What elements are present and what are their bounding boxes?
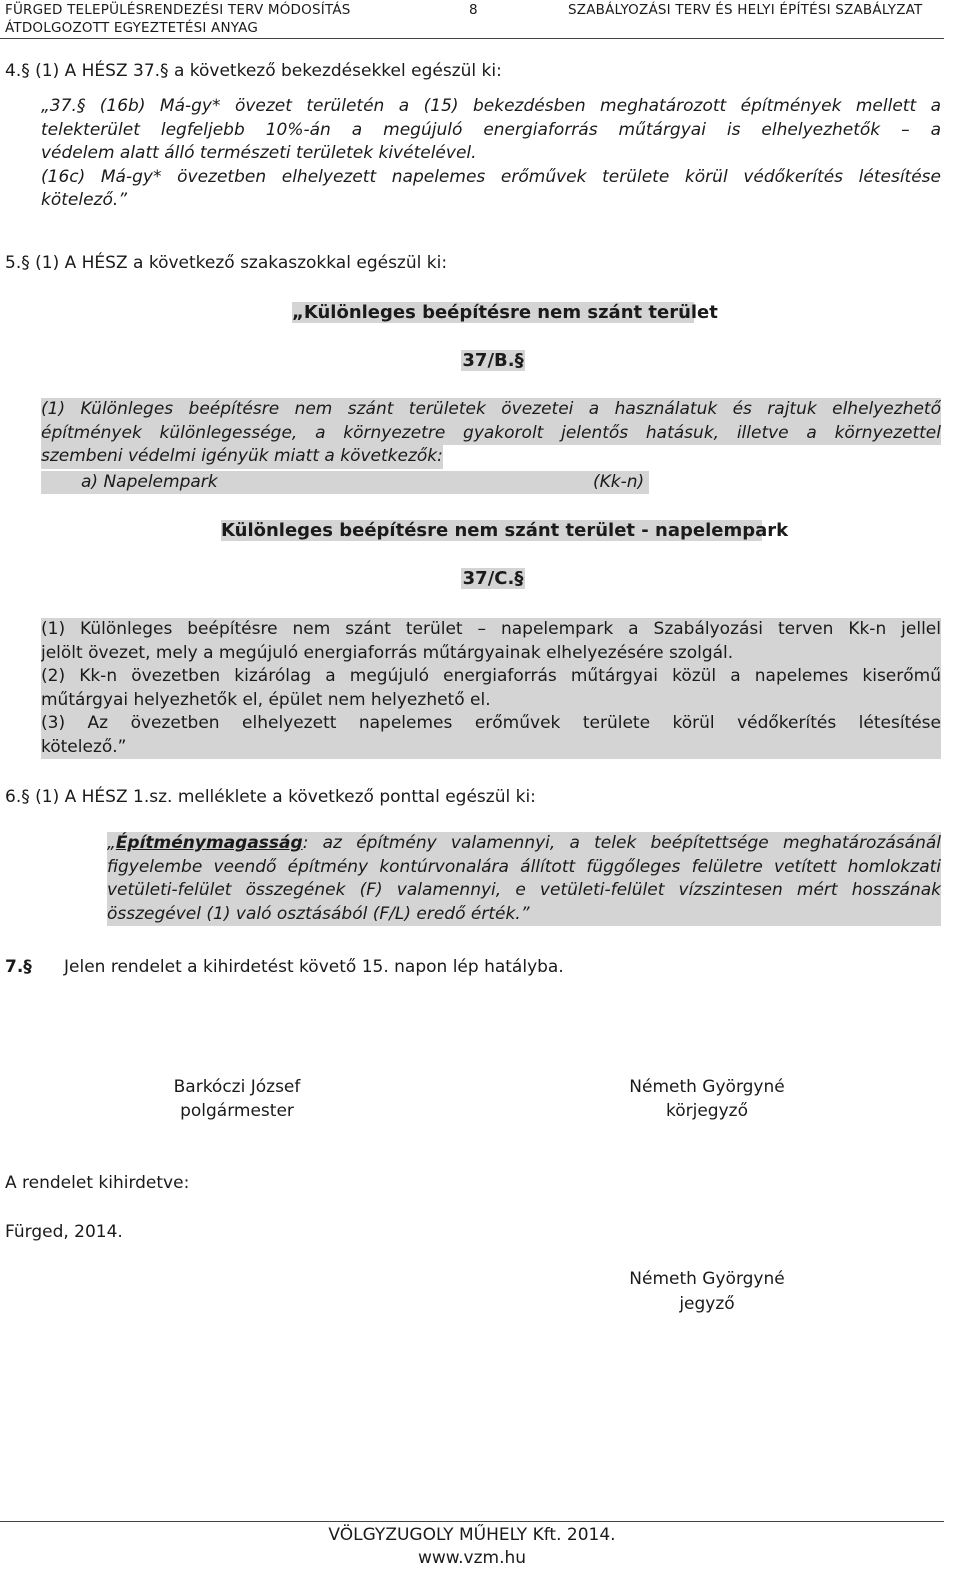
- p2-line-5: (3) Az övezetben elhelyezett napelemes erőművek területe körül védőkerítés létesítése: [41, 713, 941, 733]
- s4-line-5: kötelező.”: [41, 190, 128, 210]
- section-37c-paragraph: [41, 618, 941, 759]
- announced-label: A rendelet kihirdetve:: [5, 1173, 190, 1193]
- p1-line-2: építmények különlegessége, a környezetre gyakorolt jelentős hatásuk, illetve a környezettel: [41, 422, 941, 446]
- notary-title-2: jegyző: [679, 1294, 735, 1314]
- header-rule: [0, 38, 944, 39]
- p2-line-1: (1) Különleges beépítésre nem szánt terület – napelempark a Szabályozási terven Kk-n jellel: [41, 619, 941, 639]
- notary-name-2: Németh Györgyné: [629, 1269, 785, 1289]
- p2-line-4: műtárgyai helyezhetők el, épület nem helyezhető el.: [41, 689, 491, 710]
- section-4-amendment: [41, 95, 941, 213]
- list-item-label: a) Napelempark: [81, 472, 218, 492]
- heading-special-area: „Különleges beépítésre nem szánt terület: [292, 302, 718, 323]
- open-quote: „: [107, 833, 116, 853]
- section-37c-title: 37/C.§: [462, 568, 524, 589]
- p2-line-2: jelölt övezet, mely a megújuló energiaforrás műtárgyainak elhelyezésére szolgál.: [41, 642, 734, 663]
- footer-website[interactable]: www.vzm.hu: [417, 1548, 527, 1568]
- footer-company: VÖLGYZUGOLY MŰHELY Kft. 2014.: [328, 1525, 616, 1545]
- place-date: Fürged, 2014.: [5, 1222, 123, 1242]
- footer-rule: [0, 1521, 944, 1522]
- section-7-number: 7.§: [5, 957, 32, 977]
- page-number: 8: [469, 2, 478, 18]
- p1-line-3: szembeni védelmi igényük miatt a következők:: [41, 445, 443, 469]
- def-line-4: összegével (1) való osztásából (F/L) eredő érték.”: [107, 903, 530, 924]
- section-37b-paragraph: [41, 398, 941, 474]
- s4-line-2: telekterület legfeljebb 10%-án a megújuló energiaforrás műtárgyai is elhelyezhetők – a: [41, 119, 941, 140]
- def-text-1: : az építmény valamennyi, a telek beépítettsége meghatározásánál: [302, 833, 941, 853]
- list-napelempark: [41, 471, 649, 494]
- heading-solar-park: Különleges beépítésre nem szánt terület - napelempark: [221, 520, 789, 541]
- mayor-title: polgármester: [180, 1101, 294, 1121]
- s4-line-3: védelem alatt álló természeti területek kivételével.: [41, 143, 477, 163]
- p2-line-6: kötelező.”: [41, 736, 127, 757]
- def-line-3: vetületi-felület összegének (F) valamennyi, e vetületi-felület vízszintesen mért hosszának: [107, 880, 941, 900]
- header-right: SZABÁLYOZÁSI TERV ÉS HELYI ÉPÍTÉSI SZABÁLYZAT: [568, 2, 923, 18]
- section-6-intro: 6.§ (1) A HÉSZ 1.sz. melléklete a következő ponttal egészül ki:: [5, 787, 536, 807]
- defined-term: Építménymagasság: [115, 833, 303, 853]
- p1-line-1: (1) Különleges beépítésre nem szánt területek övezetei a használatuk és rajtuk elhelyezhető: [41, 398, 941, 422]
- p2-line-3: (2) Kk-n övezetben kizárólag a megújuló energiaforrás műtárgyai közül a napelemes kiserőmű: [41, 666, 941, 686]
- list-item-code: (Kk-n): [593, 472, 645, 492]
- section-37b-title: 37/B.§: [462, 350, 524, 371]
- definition-block: [107, 832, 941, 926]
- notary-name-1: Németh Györgyné: [629, 1077, 785, 1097]
- s4-line-4: (16c) Má-gy* övezetben elhelyezett napelemes erőművek területe körül védőkerítés létesítése: [41, 166, 941, 187]
- header-left-line2: ÁTDOLGOZOTT EGYEZTETÉSI ANYAG: [5, 20, 259, 36]
- header-left-line1: FÜRGED TELEPÜLÉSRENDEZÉSI TERV MÓDOSÍTÁS: [5, 2, 351, 18]
- section-5-intro: 5.§ (1) A HÉSZ a következő szakaszokkal egészül ki:: [5, 253, 448, 273]
- def-line-1: [107, 832, 941, 856]
- section-7-text: Jelen rendelet a kihirdetést követő 15. napon lép hatályba.: [64, 957, 564, 977]
- mayor-name: Barkóczi József: [173, 1077, 301, 1097]
- notary-title-1: körjegyző: [666, 1101, 748, 1121]
- s4-line-1: „37.§ (16b) Má-gy* övezet területén a (15) bekezdésben meghatározott építmények mellett a: [41, 96, 941, 116]
- section-4-intro: 4.§ (1) A HÉSZ 37.§ a következő bekezdésekkel egészül ki:: [5, 61, 502, 81]
- def-line-2: figyelembe veendő építmény kontúrvonalára állított függőleges felületre vetített homlokzati: [107, 856, 941, 877]
